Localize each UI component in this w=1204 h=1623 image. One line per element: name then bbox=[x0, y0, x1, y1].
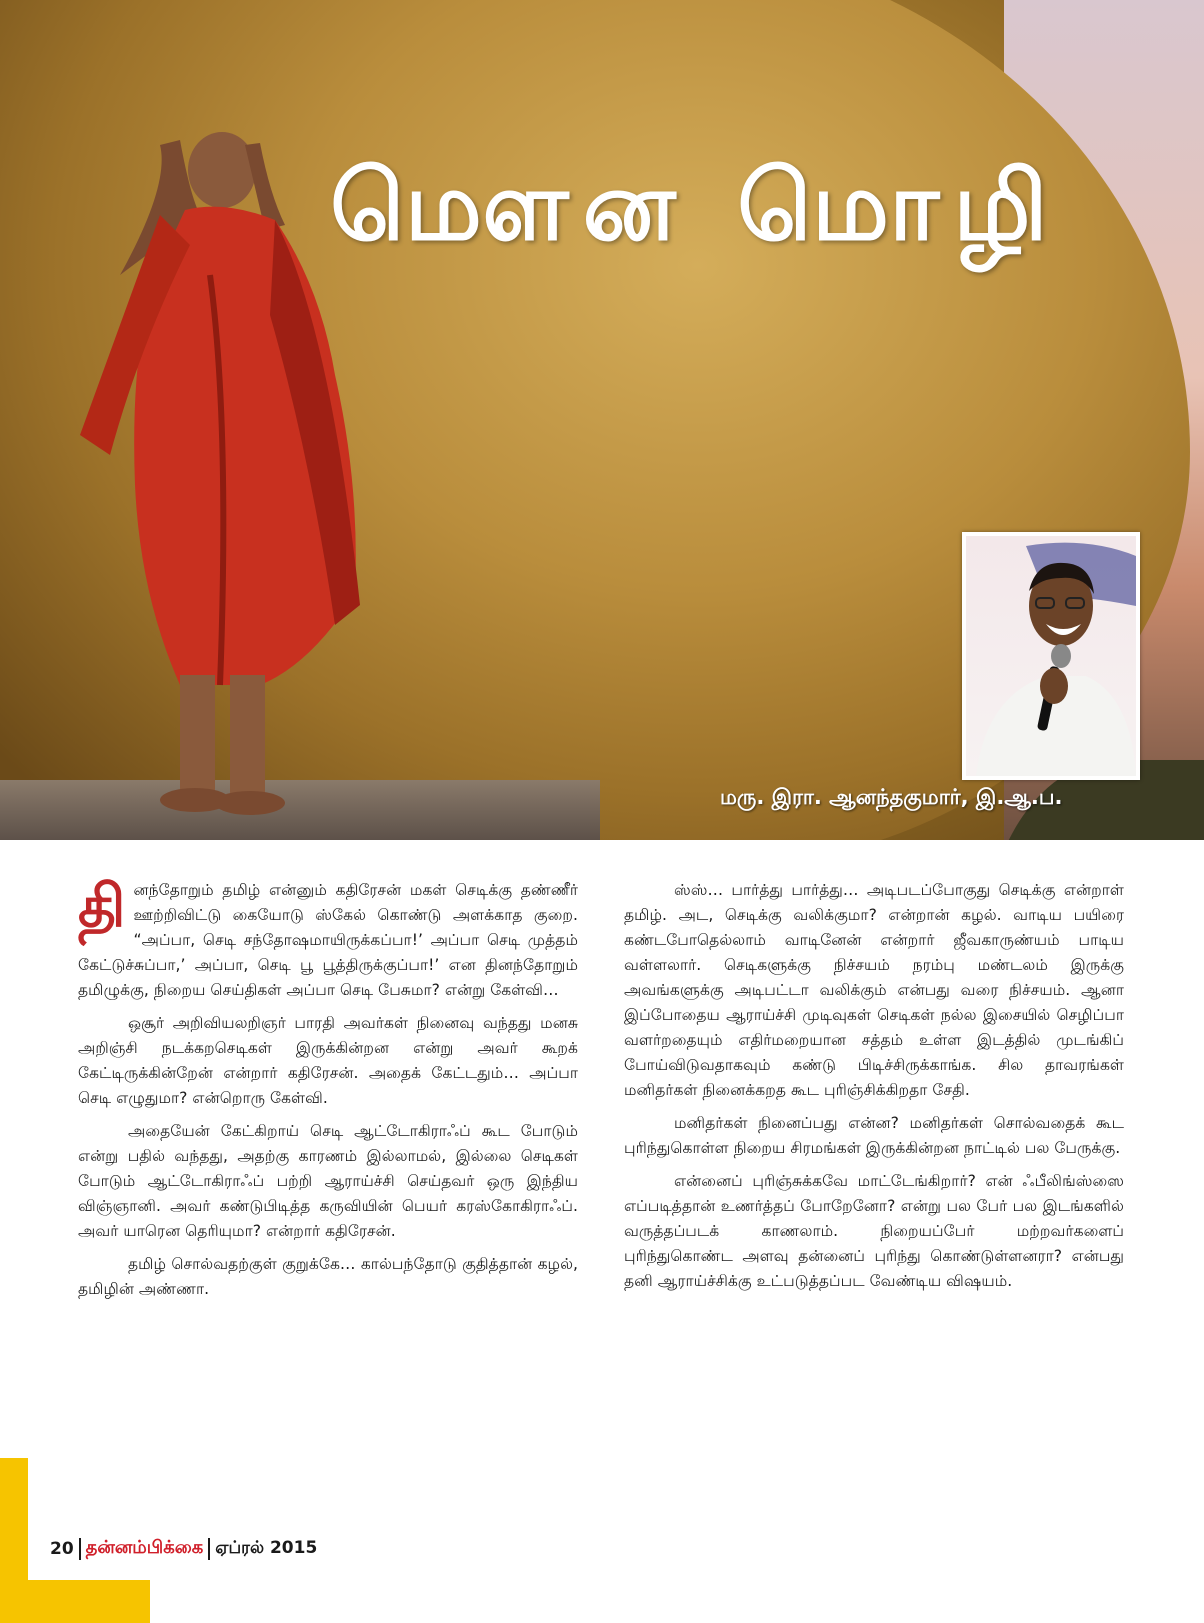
magazine-name: தன்னம்பிக்கை bbox=[85, 1537, 204, 1558]
page-number: 20 bbox=[50, 1538, 74, 1559]
paragraph: மனிதர்கள் நினைப்பது என்ன? மனிதர்கள் சொல்வதைக் கூட புரிந்துகொள்ள நிறைய சிரமங்கள் இருக்கின்றன நாட்டில் பல பேருக்கு. bbox=[624, 1114, 1124, 1157]
footer-divider bbox=[208, 1538, 210, 1560]
paragraph: ஒசூர் அறிவியலறிஞர் பாரதி அவர்கள் நினைவு வந்தது மனசு அறிஞ்சி நடக்கறசெடிகள் இருக்கின்றன என்று அவர் கூறக் கேட்டிருக்கின்றேன் என்றார் கதிரேசன். அதைக் கேட்டதும்… அப்பா செடி எழுதுமா? என்றொரு கேள்வி. bbox=[78, 1014, 578, 1107]
author-photo bbox=[962, 532, 1140, 780]
yellow-accent-block bbox=[28, 1580, 150, 1623]
paragraph: தமிழ் சொல்வதற்குள் குறுக்கே… கால்பந்தோடு குதித்தான் கழல், தமிழின் அண்ணா. bbox=[78, 1255, 578, 1298]
article-column-right bbox=[624, 878, 1124, 1302]
footer-divider bbox=[79, 1538, 81, 1560]
person-speaking-icon bbox=[966, 536, 1136, 776]
paragraph: அதையேன் கேட்கிறாய் செடி ஆட்டோகிராஃப் கூட போடும் என்று பதில் வந்தது, அதற்கு காரணம் இல்லாமல், இல்லை செடிகள் போடும் ஆட்டோகிராஃப் பற்றி ஆராய்ச்சி செய்தவர் ஒரு இந்திய விஞ்ஞானி. அவர் கண்டுபிடித்த கருவியின் பெயர் கரஸ்கோகிராஃப். அவர் யாரென தெரியுமா? என்றார் கதிரேசன். bbox=[78, 1122, 578, 1240]
issue-date: ஏப்ரல் 2015 bbox=[215, 1537, 318, 1558]
article-column-left bbox=[78, 872, 578, 1310]
page-footer bbox=[50, 1537, 317, 1560]
paragraph: தினந்தோறும் தமிழ் என்னும் கதிரேசன் மகள் செடிக்கு தண்ணீர் ஊற்றிவிட்டு கையோடு ஸ்கேல் கொண்டு அளக்காத குறை. “அப்பா, செடி சந்தோஷமாயிருக்கப்பா!’ அப்பா செடி முத்தம் கேட்டுச்சுப்பா,’ அப்பா, செடி பூ பூத்திருக்குப்பா!’ என தினந்தோறும் தமிழுக்கு, நிறைய செய்திகள் அப்பா செடி பேசுமா? என்று கேள்வி… bbox=[78, 872, 578, 999]
drop-cap: தி bbox=[78, 872, 126, 940]
paragraph: என்னைப் புரிஞ்சுக்கவே மாட்டேங்கிறார்? என் ஃபீலிங்ஸ்ஸை எப்படித்தான் உணர்த்தப் போறேனோ? என்று பல பேர் பல இடங்களில் வருத்தப்படக் காணலாம். நிறையப்பேர் மற்றவர்களைப் புரிந்துகொண்ட அளவு தன்னைப் புரிந்து கொண்டுள்ளனரா? என்பது தனி ஆராய்ச்சிக்கு உட்படுத்தப்பட வேண்டிய விஷயம். bbox=[624, 1172, 1124, 1290]
article-title: மௌன மொழி bbox=[330, 150, 1062, 262]
paragraph: ஸ்ஸ்… பார்த்து பார்த்து… அடிபடப்போகுது செடிக்கு என்றாள் தமிழ். அட, செடிக்கு வலிக்குமா? என்றான் கழல். வாடிய பயிரை கண்டபோதெல்லாம் வாடினேன் என்றார் ஜீவகாருண்யம் பாடிய வள்ளலார். செடிகளுக்கு நிச்சயம் நரம்பு மண்டலம் இருக்கு அவங்களுக்கு அடிபட்டா வலிக்கும் என்பது வரை நிச்சயம். ஆனா இப்போதைய ஆராய்ச்சி முடிவுகள் செடிகள் நல்ல இசையில் செழிப்பா வளர்றதையும் எதிர்மறையான சத்தம் உள்ள இடத்தில் முடங்கிப் போய்விடுவதாகவும் கண்டு பிடிச்சிருக்காங்க. சில தாவரங்கள் மனிதர்கள் நினைக்கறத கூட புரிஞ்சிக்கிறதா சேதி. bbox=[624, 881, 1124, 1099]
author-name: மரு. இரா. ஆனந்தகுமார், இ.ஆ.ப. bbox=[720, 785, 1063, 809]
yellow-accent-bar bbox=[0, 1458, 28, 1623]
